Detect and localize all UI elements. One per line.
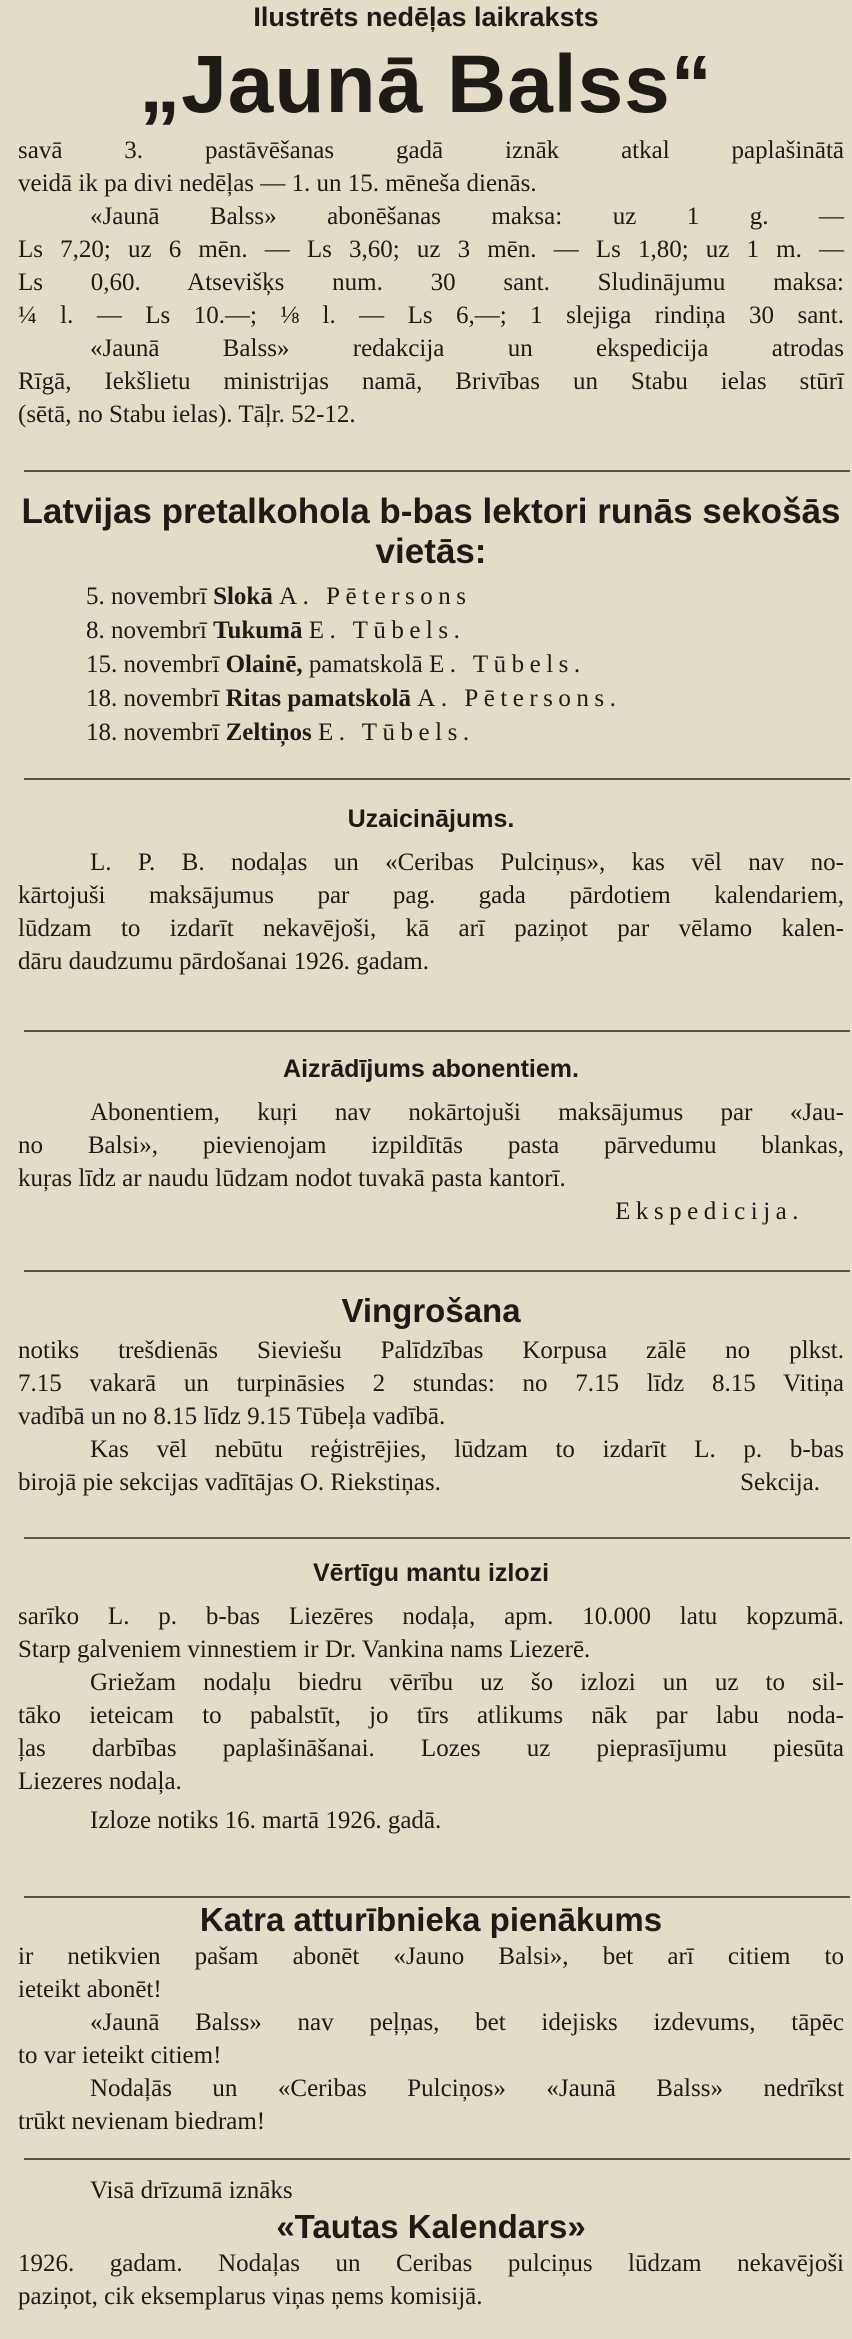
lecture-item [18, 614, 844, 648]
gymnastics-signature: Sekcija. [740, 1469, 820, 1496]
lottery-line: Griežam nodaļu biedru vērību uz šo izlozi un uz to sil- [90, 1669, 844, 1696]
intro-line: Ls 0,60. Atsevišķs num. 30 sant. Sludinājumu maksa: [18, 269, 844, 296]
calendar-heading: «Tautas Kalendars» [276, 2208, 586, 2245]
lecture-item [18, 682, 844, 716]
lecture-lecturer: E. Tūbels. [429, 651, 586, 678]
intro-line: veidā ik pa divi nedēļas — 1. un 15. mēneša dienās. [18, 170, 537, 197]
lottery-line: sarīko L. p. b-bas Liezēres nodaļa, apm. 10.000 latu kopzumā. [18, 1603, 844, 1630]
duty-line: trūkt nevienam biedram! [18, 2108, 266, 2135]
lottery-section [18, 1556, 844, 1837]
invitation-line: L. P. B. nodaļas un «Ceribas Pulciņus», kas vēl nav no- [90, 849, 844, 876]
gymnastics-line: vadībā un no 8.15 līdz 9.15 Tūbeļa vadībā. [18, 1403, 446, 1430]
lecture-place: Zeltiņos [225, 719, 312, 746]
duty-line: to var ieteikt citiem! [18, 2042, 222, 2069]
lecture-place: Slokā [213, 583, 273, 610]
lecture-item [18, 648, 844, 682]
lecture-place: Tukumā [213, 617, 303, 644]
invitation-section [18, 802, 844, 978]
duty-line: ir netikvien pašam abonēt «Jauno Balsi», bet arī citiem to [18, 1943, 844, 1970]
intro-line: «Jaunā Balss» redakcija un ekspedicija atrodas [90, 335, 844, 362]
lectures-list [18, 580, 844, 750]
section-divider [24, 2158, 850, 2160]
invitation-line: dāru daudzumu pārdošanai 1926. gadam. [18, 948, 429, 975]
lecture-lecturer: A. Pētersons. [417, 685, 622, 712]
section-divider [24, 1270, 850, 1272]
lottery-line: ļas darbības paplašināšanai. Lozes uz pieprasījumu piesūta [18, 1735, 844, 1762]
masthead-subtitle: Ilustrēts nedēļas laikraksts [253, 2, 599, 32]
duty-line: Nodaļās un «Ceribas Pulciņos» «Jaunā Balss» nedrīkst [90, 2075, 844, 2102]
intro-line: «Jaunā Balss» abonēšanas maksa: uz 1 g. — [90, 203, 844, 230]
calendar-line: 1926. gadam. Nodaļas un Ceribas pulciņus lūdzam nekavējoši [18, 2250, 844, 2277]
lottery-line: Izloze notiks 16. martā 1926. gadā. [90, 1807, 442, 1834]
notice-section [18, 1052, 844, 1228]
lecture-date: 18. novembrī [86, 719, 220, 746]
intro-section [18, 134, 844, 431]
duty-section [18, 1900, 844, 2138]
gymnastics-line: notiks trešdienās Sieviešu Palīdzības Korpusa zālē no plkst. [18, 1337, 844, 1364]
lottery-line: Starp galveniem vinnestiem ir Dr. Vankina nams Liezerē. [18, 1636, 591, 1663]
lectures-heading: Latvijas pretalkohola b-bas lektori runās sekošās vietās: [21, 492, 841, 571]
notice-signature: Ekspedicija. [615, 1198, 804, 1225]
gymnastics-line [18, 1466, 844, 1499]
gymnastics-heading: Vingrošana [341, 1292, 521, 1329]
lecture-date: 18. novembrī [86, 685, 220, 712]
notice-line: kuŗas līdz ar naudu lūdzam nodot tuvakā pasta kantorī. [18, 1165, 566, 1192]
gymnastics-section [18, 1290, 844, 1499]
section-divider [24, 1537, 850, 1539]
calendar-lead: Visā drīzumā iznāks [90, 2177, 293, 2204]
lecture-date: 8. novembrī [86, 617, 207, 644]
lecture-place-note: pamatskolā [308, 651, 423, 678]
gymnastics-line: Kas vēl nebūtu reģistrējies, lūdzam to izdarīt L. p. b-bas [90, 1436, 844, 1463]
gymnastics-line: 7.15 vakarā un turpināsies 2 stundas: no 7.15 līdz 8.15 Vitiņa [18, 1370, 844, 1397]
notice-heading: Aizrādījums abonentiem. [283, 1055, 579, 1083]
invitation-heading: Uzaicinājums. [347, 805, 515, 833]
invitation-line: lūdzam to izdarīt nekavējoši, kā arī paziņot par vēlamo kalen- [18, 915, 844, 942]
section-divider [24, 1896, 850, 1898]
lecture-item [18, 716, 844, 750]
duty-line: «Jaunā Balss» nav peļņas, bet idejisks izdevums, tāpēc [90, 2009, 844, 2036]
calendar-section [18, 2174, 844, 2313]
intro-line: Ls 7,20; uz 6 mēn. — Ls 3,60; uz 3 mēn. — Ls 1,80; uz 1 m. — [18, 236, 844, 263]
lottery-line: tāko ieteicam to pabalstīt, jo tīrs atlikums nāk par labu noda- [18, 1702, 844, 1729]
intro-line: savā 3. pastāvēšanas gadā iznāk atkal paplašinātā [18, 137, 844, 164]
lectures-section [18, 492, 844, 750]
intro-line: ¼ l. — Ls 10.—; ⅛ l. — Ls 6,—; 1 slejiga rindiņa 30 sant. [18, 302, 844, 329]
lecture-date: 5. novembrī [86, 583, 207, 610]
gymnastics-line-text: birojā pie sekcijas vadītājas O. Riekstiņas. [18, 1469, 441, 1496]
lottery-line: Liezeres nodaļa. [18, 1768, 182, 1795]
lottery-heading: Vērtīgu mantu izlozi [312, 1559, 550, 1587]
lecture-item [18, 580, 844, 614]
lecture-lecturer: A. Pētersons [279, 583, 472, 610]
masthead-title: „Jaunā Balss“ [139, 39, 713, 130]
calendar-line: paziņot, cik eksemplarus viņas ņems komisijā. [18, 2283, 483, 2310]
notice-line: Abonentiem, kuŗi nav nokārtojuši maksājumus par «Jau- [90, 1099, 844, 1126]
section-divider [24, 1030, 850, 1032]
lecture-place: Ritas pamatskolā [225, 685, 412, 712]
section-divider [24, 470, 850, 472]
notice-line: no Balsi», pievienojam izpildītās pasta pārvedumu blankas, [18, 1132, 844, 1159]
intro-line: (sētā, no Stabu ielas). Tāļr. 52-12. [18, 401, 356, 428]
lecture-lecturer: E. Tūbels. [317, 719, 475, 746]
lecture-place: Olainē, [225, 651, 303, 678]
invitation-line: kārtojuši maksājumus par pag. gada pārdotiem kalendariem, [18, 882, 844, 909]
lecture-date: 15. novembrī [86, 651, 220, 678]
lecture-lecturer: E. Tūbels. [308, 617, 466, 644]
duty-heading: Katra atturībnieka pienākums [199, 1901, 663, 1938]
section-divider [24, 778, 850, 780]
duty-line: ieteikt abonēt! [18, 1976, 162, 2003]
intro-line: Rīgā, Iekšlietu ministrijas namā, Brivības un Stabu ielas stūrī [18, 368, 844, 395]
